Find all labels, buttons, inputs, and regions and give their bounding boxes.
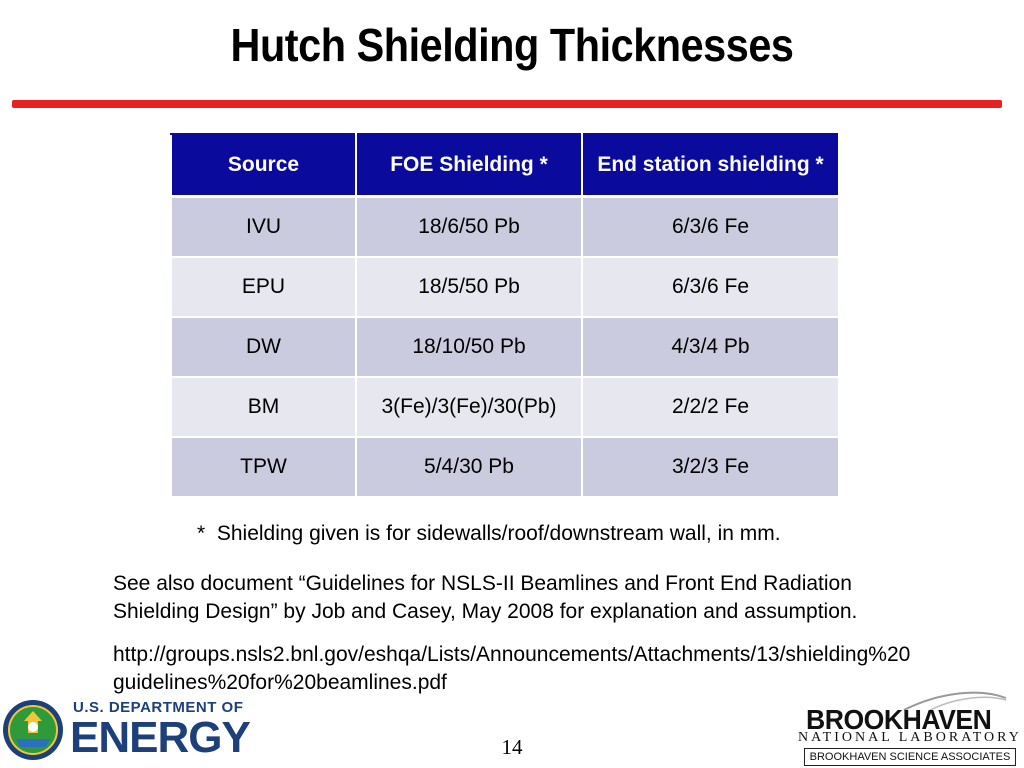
table-footnote: * Shielding given is for sidewalls/roof/downstream wall, in mm. bbox=[197, 522, 781, 545]
doe-seal-icon bbox=[2, 699, 64, 761]
title-divider bbox=[12, 100, 1002, 108]
cell-source: DW bbox=[171, 317, 356, 377]
cell-foe: 18/5/50 Pb bbox=[356, 257, 582, 317]
cell-source: TPW bbox=[171, 437, 356, 497]
cell-foe: 18/10/50 Pb bbox=[356, 317, 582, 377]
cell-end-station: 2/2/2 Fe bbox=[582, 377, 839, 437]
table-row bbox=[171, 257, 839, 317]
cell-end-station: 3/2/3 Fe bbox=[582, 437, 839, 497]
cell-foe: 5/4/30 Pb bbox=[356, 437, 582, 497]
cell-foe: 3(Fe)/3(Fe)/30(Pb) bbox=[356, 377, 582, 437]
cell-source: BM bbox=[171, 377, 356, 437]
bnl-subtitle-text: NATIONAL LABORATORY bbox=[798, 730, 1022, 745]
cell-end-station: 6/3/6 Fe bbox=[582, 197, 839, 258]
bnl-logo bbox=[790, 688, 1020, 768]
slide-title: Hutch Shielding Thicknesses bbox=[230, 19, 794, 71]
page-number: 14 bbox=[501, 735, 523, 759]
shielding-table bbox=[170, 133, 840, 498]
bnl-associates-text: BROOKHAVEN SCIENCE ASSOCIATES bbox=[804, 748, 1016, 766]
cell-end-station: 4/3/4 Pb bbox=[582, 317, 839, 377]
cell-source: IVU bbox=[171, 197, 356, 258]
doe-department-text: U.S. DEPARTMENT OF bbox=[73, 699, 244, 716]
header-foe-shielding: FOE Shielding * bbox=[356, 134, 582, 197]
see-also-text: See also document “Guidelines for NSLS-II Beamlines and Front End Radiation Shielding Design” by Job and Casey, May 2008 for explanation and assumption. bbox=[113, 572, 858, 623]
table-row bbox=[171, 197, 839, 258]
table-row bbox=[171, 437, 839, 497]
header-source: Source bbox=[171, 134, 356, 197]
reference-url[interactable]: http://groups.nsls2.bnl.gov/eshqa/Lists/Announcements/Attachments/13/shielding%20 guidelines%20for%20beamlines.pdf bbox=[113, 643, 911, 694]
cell-end-station: 6/3/6 Fe bbox=[582, 257, 839, 317]
header-end-station-shielding: End station shielding * bbox=[582, 134, 839, 197]
doe-logo bbox=[2, 697, 262, 765]
cell-source: EPU bbox=[171, 257, 356, 317]
table-row bbox=[171, 377, 839, 437]
table-header-row bbox=[171, 134, 839, 197]
doe-energy-text: ENERGY bbox=[70, 713, 250, 762]
bnl-name-text: BROOKHAVEN bbox=[806, 704, 992, 735]
table-row bbox=[171, 317, 839, 377]
cell-foe: 18/6/50 Pb bbox=[356, 197, 582, 258]
